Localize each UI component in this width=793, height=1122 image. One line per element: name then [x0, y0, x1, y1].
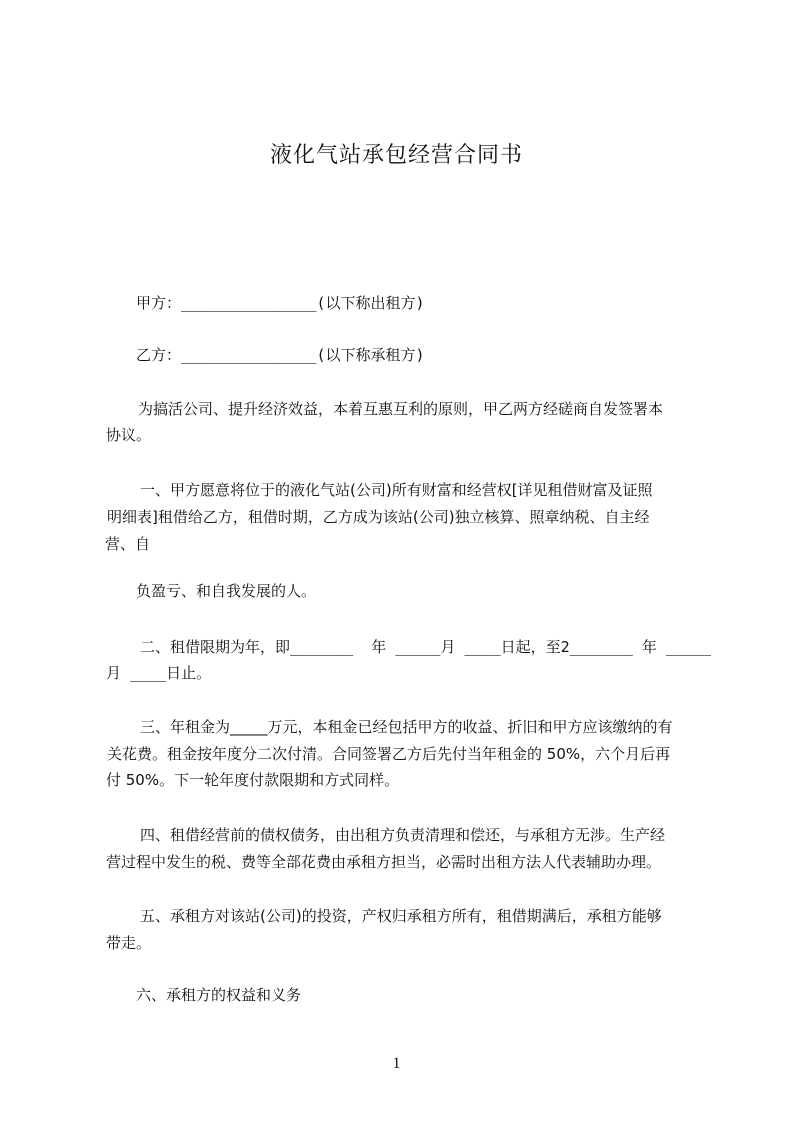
clause4-line-1: 四、租借经营前的债权债务，由出租方负责清理和偿还，与承租方无涉。生产经: [140, 826, 666, 844]
clause1-line-4: 负盈亏、和自我发展的人。: [136, 582, 317, 600]
clause1-line-2: 明细表]租借给乙方，租借时期，乙方成为该站(公司)独立核算、照章纳税、自主经: [107, 508, 650, 526]
clause5-line-2: 带走。: [106, 934, 152, 952]
party-a-line: 甲方：_______________(以下称出租方): [136, 294, 425, 312]
page-number: 1: [392, 1055, 401, 1072]
clause3-line-2: 关花费。租金按年度分二次付清。合同签署乙方后先付当年租金的 50%，六个月后再: [107, 745, 671, 763]
clause4-line-2: 营过程中发生的税、费等全部花费由承租方担当，必需时出租方法人代表辅助办理。: [106, 853, 662, 871]
clause3-line-3: 付 50%。下一轮年度付款限期和方式同样。: [106, 771, 400, 789]
clause2-line-1: 二、租借限期为年，即_______ 年 _____月 ____日起，至2_______ 年 _____: [140, 638, 712, 656]
intro-line-1: 为搞活公司、提升经济效益，本着互惠互利的原则，甲乙两方经磋商自发签署本: [138, 400, 664, 418]
clause2-line-2: 月 ____日止。: [106, 664, 212, 682]
document-title: 液化气站承包经营合同书: [269, 143, 523, 168]
clause6-heading: 六、承租方的权益和义务: [136, 986, 302, 1004]
clause1-line-1: 一、甲方愿意将位于的液化气站(公司)所有财富和经营权[详见租借财富及证照: [140, 481, 653, 499]
clause3-line-1: 三、年租金为_____万元，本租金已经包括甲方的收益、折旧和甲方应该缴纳的有: [140, 718, 673, 736]
party-b-line: 乙方：_______________(以下称承租方): [136, 346, 425, 364]
intro-line-2: 协议。: [106, 426, 152, 444]
clause1-line-3: 营、自: [105, 535, 151, 553]
clause5-line-1: 五、承租方对该站(公司)的投资，产权归承租方所有，租借期满后，承租方能够: [140, 907, 662, 925]
